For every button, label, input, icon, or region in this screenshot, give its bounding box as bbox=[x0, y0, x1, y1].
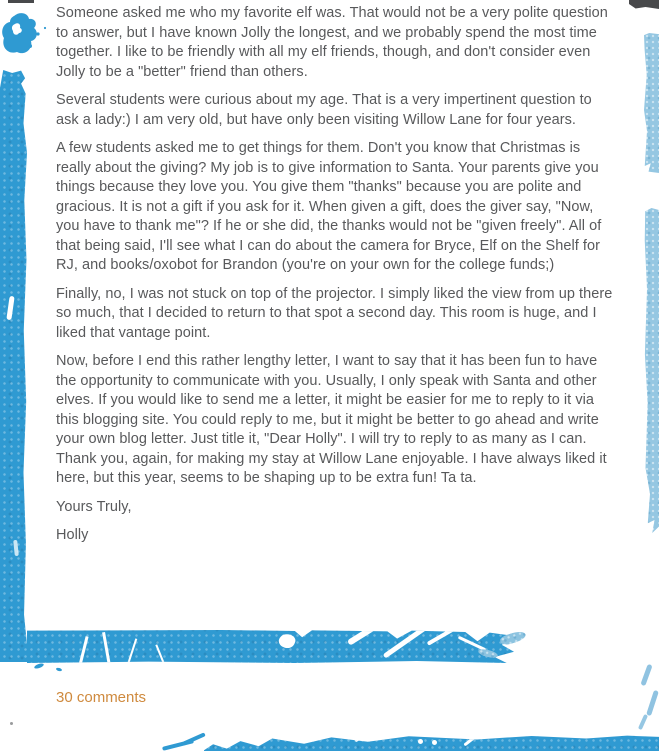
grunge-splatter bbox=[56, 667, 63, 671]
top-left-dark-remnant bbox=[8, 0, 34, 3]
left-grunge-border bbox=[0, 70, 27, 662]
grunge-streak bbox=[463, 731, 482, 747]
comments-link[interactable]: 30 comments bbox=[56, 689, 147, 706]
right-grunge-border-top bbox=[644, 33, 659, 173]
post-signoff: Yours Truly, bbox=[56, 498, 132, 515]
grunge-streak bbox=[347, 616, 389, 645]
post-paragraph: Several students were curious about my age. That is a very impertinent question to ask a lady:) I am very old, but have only been visiting Willow Lane for four years. bbox=[56, 92, 592, 128]
paint-splat-icon bbox=[0, 10, 52, 64]
grunge-splatter bbox=[640, 664, 652, 686]
top-right-dark-remnant bbox=[629, 0, 659, 9]
grunge-streak bbox=[127, 638, 138, 665]
post-paragraph: Finally, no, I was not stuck on top of the projector. I simply liked the view from up there so much, that I decided to return to that spot a second day. This room is huge, and I liked that vantage point. bbox=[56, 285, 613, 341]
post-paragraph: Now, before I end this rather lengthy letter, I want to say that it has been fun to have the opportunity to communicate with you. Usually, I only speak with Santa and other elves. If you would like to send me a letter, it might be easier for me to reply to it via this blogging site. You could reply to me, but it might be better to go ahead and write your own blog letter. Just title it, "Dear Holly". I will try to reply to as many as I can. Thank you, again, for making my stay at Willow Lane enjoyable. I have always liked it here, but this year, seems to be shaping up to be extra fun! Ta ta. bbox=[56, 353, 607, 486]
grunge-streak bbox=[418, 739, 423, 744]
bottom-grunge-bar bbox=[204, 735, 659, 751]
grunge-streak bbox=[155, 644, 164, 663]
post-paragraph: Someone asked me who my favorite elf was. That would not be a very polite question to answer, but I have known Jolly the longest, and we probably spend the most time together. I like to be friendly with all my elf friends, though, and don't consider even Jolly to be a "better" friend than others. bbox=[56, 5, 608, 80]
post-footer-grunge-band bbox=[27, 630, 514, 663]
grunge-streak bbox=[102, 632, 111, 666]
grunge-splatter bbox=[182, 732, 206, 745]
grunge-splatter bbox=[646, 690, 659, 716]
grunge-streak bbox=[383, 622, 432, 658]
grunge-streak bbox=[6, 296, 14, 320]
grunge-splatter bbox=[638, 714, 648, 730]
grunge-splatter bbox=[10, 722, 13, 725]
post-body bbox=[56, 4, 618, 555]
right-grunge-border-bottom bbox=[644, 208, 659, 533]
post-signature: Holly bbox=[56, 527, 89, 543]
grunge-streak bbox=[13, 540, 19, 556]
grunge-streak bbox=[78, 636, 88, 666]
grunge-streak bbox=[354, 731, 371, 743]
grunge-splatter bbox=[499, 629, 527, 647]
grunge-streak bbox=[432, 740, 437, 745]
post-paragraph: A few students asked me to get things for them. Don't you know that Christmas is really about the giving? My job is to give information to Santa. Your parents give you things because they love you. You give them "thanks" because you are polite and gracious. It is not a gift if you ask for it. When given a gift, does the giver say, "Now, you have to thank me"? If he or she did, the thanks would not be "given freely". All of that being said, I'll see what I can do about the camera for Bryce, Elf on the Shelf for RJ, and books/oxobot for Brandon (you're on your own for the college funds;) bbox=[56, 140, 602, 273]
grunge-streak bbox=[427, 622, 464, 645]
grunge-splatter bbox=[34, 662, 45, 669]
grunge-streak bbox=[277, 632, 297, 651]
